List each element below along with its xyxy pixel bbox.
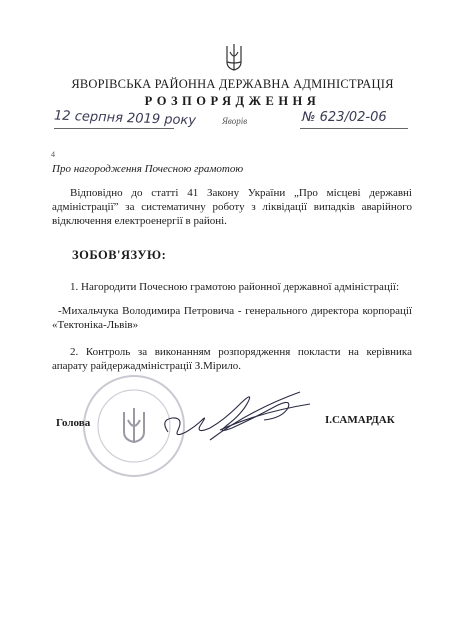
order-item-2: 2. Контроль за виконанням розпорядження покласти на керівника апарату райдержадміністрації З.Мірило. — [52, 346, 412, 372]
organization-title: ЯВОРІВСЬКА РАЙОННА ДЕРЖАВНА АДМІНІСТРАЦІЯ — [71, 77, 394, 91]
document-place: Яворів — [222, 116, 248, 126]
trident-emblem-icon — [224, 42, 244, 74]
date-underline — [54, 128, 174, 129]
number-underline — [300, 128, 408, 129]
signatory-name: І.САМАРДАК — [325, 414, 395, 426]
document-subject: Про нагородження Почесною грамотою — [52, 163, 244, 175]
document-date: 12 серпня 2019 року — [53, 108, 197, 129]
signatory-position: Голова — [56, 417, 91, 429]
margin-mark: 4 — [51, 150, 55, 159]
signature-scribble — [150, 380, 320, 450]
basis-paragraph: Відповідно до статті 41 Закону України „Про місцеві державні адміністрації” за систематичну роботу з ліквідації випадків аварійного відключення електроенергії в районі. — [52, 187, 412, 227]
order-item-1: 1. Нагородити Почесною грамотою районної державної адміністрації: — [70, 281, 399, 293]
document-type: РОЗПОРЯДЖЕННЯ — [144, 94, 321, 108]
awardee-line: -Михальчука Володимира Петровича - генерального директора корпорації «Тектоніка-Львів» — [52, 305, 412, 331]
document-number: № 623/02-06 — [302, 110, 387, 125]
order-heading: ЗОБОВ'ЯЗУЮ: — [72, 248, 167, 262]
